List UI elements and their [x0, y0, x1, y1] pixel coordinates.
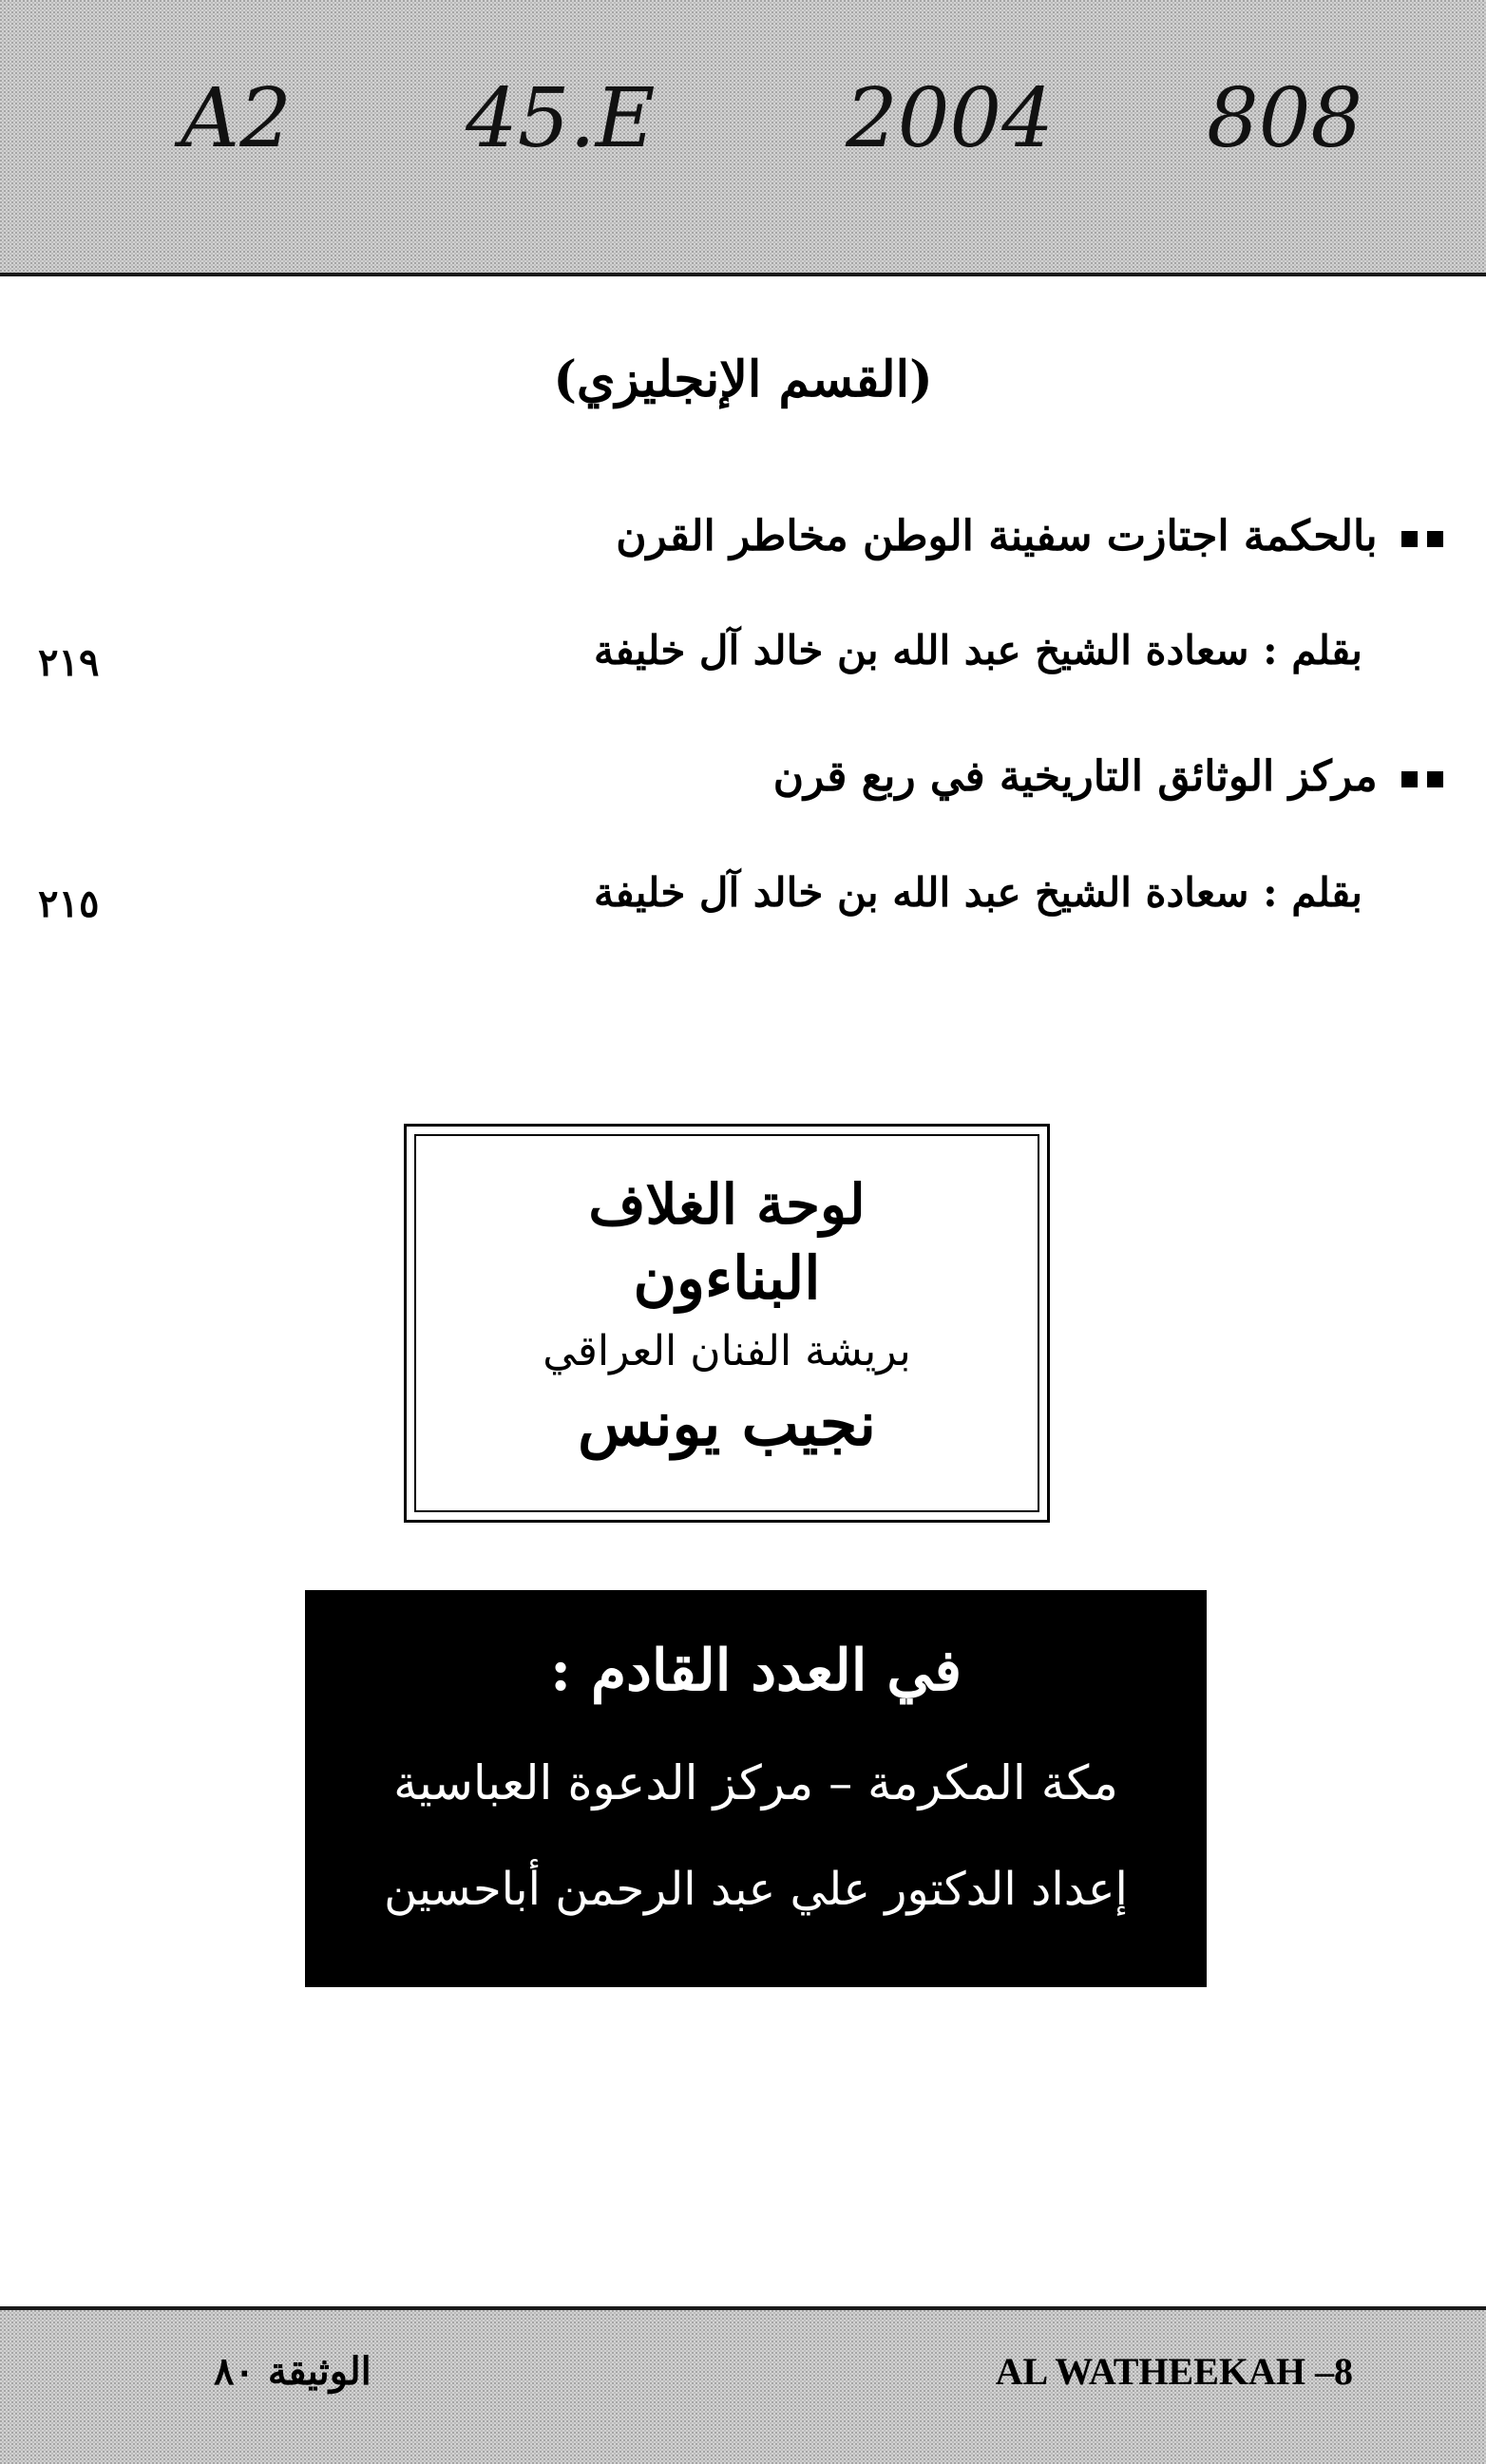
cover-artist-name: نجيب يونس	[578, 1389, 876, 1460]
cover-art-box	[404, 1124, 1050, 1523]
toc-entry-title-text: بالحكمة اجتازت سفينة الوطن مخاطر القرن	[616, 512, 1378, 560]
handwritten-mark: 45.E	[466, 71, 656, 166]
cover-credit: بريشة الفنان العراقي	[543, 1327, 911, 1375]
footer-english-title: AL WATHEEKAH –8	[995, 2350, 1353, 2393]
handwritten-mark: A2	[181, 71, 292, 166]
toc-entry-page-number: ٢١٥	[38, 881, 100, 926]
cover-art-box-inner-frame	[414, 1134, 1039, 1512]
next-issue-topic: مكة المكرمة – مركز الدعوة العباسية	[393, 1755, 1118, 1810]
next-issue-box	[305, 1590, 1207, 1987]
next-issue-author: إعداد الدكتور علي عبد الرحمن أباحسين	[384, 1863, 1128, 1916]
bullet-icon	[1401, 771, 1418, 787]
toc-entry-title	[773, 739, 1443, 815]
toc-entry-page-number: ٢١٩	[38, 640, 100, 685]
top-header-band	[0, 0, 1486, 276]
bullet-icon	[1427, 771, 1443, 787]
bullet-icon	[1401, 531, 1418, 547]
toc-entry-title	[616, 499, 1443, 575]
toc-entry-author: بقلم : سعادة الشيخ عبد الله بن خالد آل خليفة	[594, 627, 1362, 673]
section-heading: (القسم الإنجليزي)	[553, 351, 933, 408]
handwritten-mark: 808	[1207, 71, 1363, 166]
bullet-icon	[1427, 531, 1443, 547]
cover-artwork-name: البناءون	[633, 1243, 821, 1313]
handwritten-mark: 2004	[846, 71, 1054, 166]
handwritten-annotation	[181, 66, 1397, 171]
footer-arabic-title: الوثيقة ٨٠	[214, 2349, 372, 2394]
cover-title: لوحة الغلاف	[588, 1172, 866, 1237]
toc-entry-title-text: مركز الوثائق التاريخية في ربع قرن	[772, 752, 1378, 801]
toc-entry-author: بقلم : سعادة الشيخ عبد الله بن خالد آل خليفة	[594, 869, 1362, 916]
next-issue-heading: في العدد القادم :	[549, 1638, 962, 1704]
